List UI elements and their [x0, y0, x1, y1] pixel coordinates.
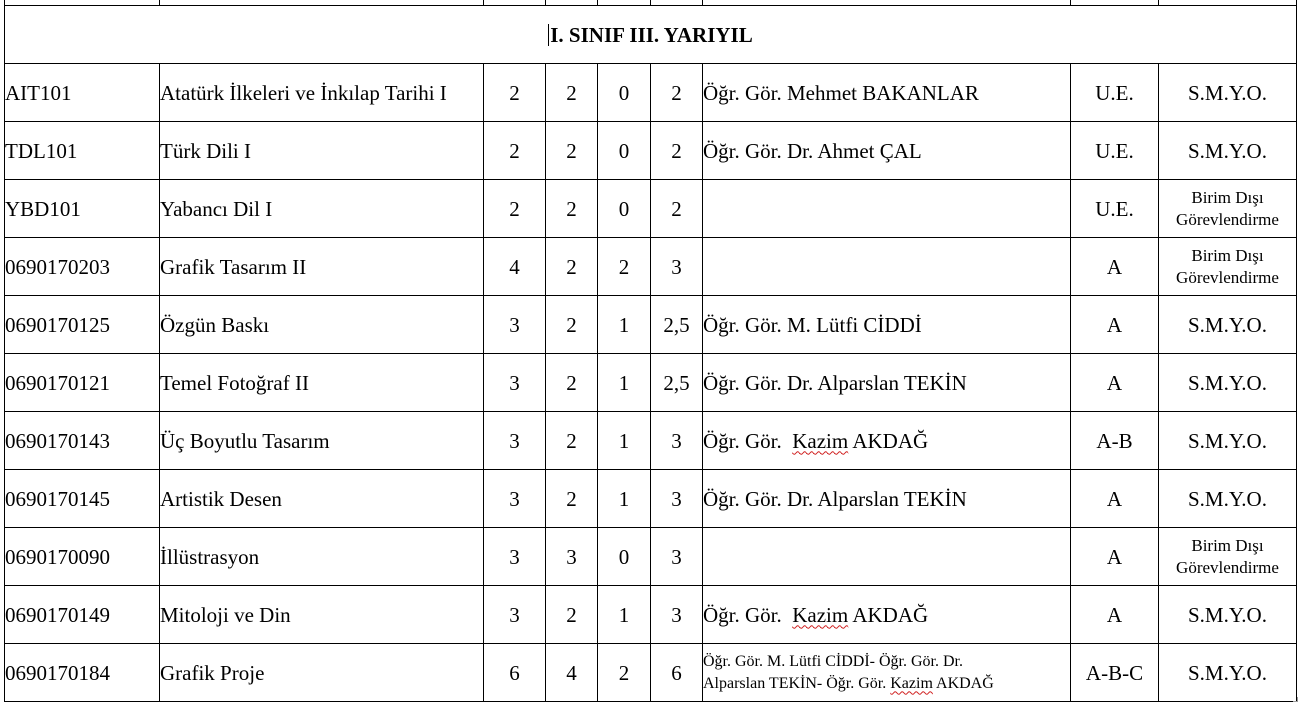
course-section[interactable]: U.E.	[1071, 122, 1159, 180]
course-name[interactable]: Üç Boyutlu Tasarım	[160, 412, 484, 470]
course-hours-2[interactable]: 3	[546, 528, 598, 586]
course-code[interactable]: 0690170090	[5, 528, 160, 586]
course-hours-2[interactable]: 2	[546, 64, 598, 122]
course-hours-4[interactable]: 3	[651, 586, 703, 644]
course-hours-1[interactable]: 4	[484, 238, 546, 296]
course-unit[interactable]	[1159, 528, 1297, 586]
course-name[interactable]: İllüstrasyon	[160, 528, 484, 586]
unit-line-2: Görevlendirme	[1176, 267, 1279, 287]
course-hours-4[interactable]: 6	[651, 644, 703, 702]
table-row	[5, 296, 1297, 354]
course-unit[interactable]: S.M.Y.O.	[1159, 354, 1297, 412]
lecturer-prefix: Öğr. Gör.	[703, 428, 793, 453]
course-code[interactable]: 0690170121	[5, 354, 160, 412]
course-name[interactable]: Mitoloji ve Din	[160, 586, 484, 644]
course-name[interactable]: Atatürk İlkeleri ve İnkılap Tarihi I	[160, 64, 484, 122]
table-row	[5, 180, 1297, 238]
course-hours-2[interactable]: 2	[546, 412, 598, 470]
course-lecturer[interactable]: Öğr. Gör. Dr. Alparslan TEKİN	[703, 354, 1071, 412]
course-hours-1[interactable]: 3	[484, 586, 546, 644]
course-code[interactable]: 0690170145	[5, 470, 160, 528]
course-hours-3[interactable]: 0	[598, 528, 651, 586]
table-row	[5, 64, 1297, 122]
course-code[interactable]: 0690170149	[5, 586, 160, 644]
course-lecturer[interactable]: Öğr. Gör. Dr. Ahmet ÇAL	[703, 122, 1071, 180]
course-hours-1[interactable]: 3	[484, 412, 546, 470]
unit-line-1: Birim Dışı	[1191, 187, 1264, 207]
course-lecturer[interactable]	[703, 586, 1071, 644]
course-schedule-table	[4, 0, 1297, 702]
course-hours-2[interactable]: 2	[546, 354, 598, 412]
course-lecturer[interactable]: Öğr. Gör. Mehmet BAKANLAR	[703, 64, 1071, 122]
course-hours-4[interactable]: 3	[651, 528, 703, 586]
course-section[interactable]: A	[1071, 238, 1159, 296]
course-hours-3[interactable]: 0	[598, 122, 651, 180]
table-row	[5, 470, 1297, 528]
course-unit[interactable]: S.M.Y.O.	[1159, 412, 1297, 470]
course-hours-3[interactable]: 1	[598, 412, 651, 470]
course-section[interactable]: A	[1071, 470, 1159, 528]
course-section[interactable]: A-B-C	[1071, 644, 1159, 702]
course-name[interactable]: Temel Fotoğraf II	[160, 354, 484, 412]
course-hours-4[interactable]: 2	[651, 180, 703, 238]
course-code[interactable]: AIT101	[5, 64, 160, 122]
course-hours-3[interactable]: 1	[598, 296, 651, 354]
course-hours-3[interactable]: 2	[598, 238, 651, 296]
course-hours-4[interactable]: 3	[651, 412, 703, 470]
lecturer-line-2-prefix: Alparslan TEKİN- Öğr. Gör.	[703, 674, 891, 692]
table-row	[5, 644, 1297, 702]
lecturer-line-1: Öğr. Gör. M. Lütfi CİDDİ- Öğr. Gör. Dr.	[703, 652, 963, 670]
lecturer-surname: AKDAĞ	[848, 602, 929, 627]
course-lecturer[interactable]	[703, 528, 1071, 586]
course-lecturer[interactable]	[703, 644, 1071, 702]
semester-title-row	[5, 6, 1297, 64]
course-unit[interactable]: S.M.Y.O.	[1159, 122, 1297, 180]
course-hours-2[interactable]: 2	[546, 296, 598, 354]
course-section[interactable]: A	[1071, 354, 1159, 412]
course-hours-3[interactable]: 1	[598, 354, 651, 412]
course-hours-2[interactable]: 2	[546, 238, 598, 296]
course-hours-3[interactable]: 1	[598, 586, 651, 644]
unit-line-2: Görevlendirme	[1176, 557, 1279, 577]
course-name[interactable]: Grafik Proje	[160, 644, 484, 702]
course-hours-1[interactable]: 6	[484, 644, 546, 702]
table-row	[5, 122, 1297, 180]
course-hours-4[interactable]: 2,5	[651, 354, 703, 412]
course-hours-1[interactable]: 3	[484, 354, 546, 412]
unit-line-1: Birim Dışı	[1191, 535, 1264, 555]
course-unit[interactable]	[1159, 238, 1297, 296]
course-hours-2[interactable]: 2	[546, 122, 598, 180]
course-hours-1[interactable]: 2	[484, 180, 546, 238]
course-hours-4[interactable]: 3	[651, 470, 703, 528]
semester-title: I. SINIF III. YARIYIL	[550, 22, 753, 47]
course-hours-2[interactable]: 2	[546, 586, 598, 644]
table-row	[5, 412, 1297, 470]
lecturer-surname: AKDAĞ	[848, 428, 929, 453]
course-hours-1[interactable]: 3	[484, 528, 546, 586]
lecturer-surname: AKDAĞ	[932, 674, 994, 692]
course-code[interactable]: 0690170125	[5, 296, 160, 354]
course-name[interactable]: Yabancı Dil I	[160, 180, 484, 238]
course-section[interactable]: A-B	[1071, 412, 1159, 470]
lecturer-given-name: Kazim	[792, 602, 849, 627]
course-hours-2[interactable]: 2	[546, 470, 598, 528]
course-code[interactable]: TDL101	[5, 122, 160, 180]
course-section[interactable]: A	[1071, 296, 1159, 354]
course-hours-3[interactable]: 2	[598, 644, 651, 702]
course-hours-1[interactable]: 2	[484, 122, 546, 180]
course-lecturer[interactable]: Öğr. Gör. M. Lütfi CİDDİ	[703, 296, 1071, 354]
course-lecturer[interactable]: Öğr. Gör. Dr. Alparslan TEKİN	[703, 470, 1071, 528]
lecturer-given-name: Kazim	[792, 428, 849, 453]
table-row	[5, 238, 1297, 296]
lecturer-given-name: Kazim	[890, 674, 933, 692]
course-name[interactable]: Türk Dili I	[160, 122, 484, 180]
course-hours-2[interactable]: 2	[546, 180, 598, 238]
course-hours-2[interactable]: 4	[546, 644, 598, 702]
course-lecturer[interactable]	[703, 180, 1071, 238]
table-row	[5, 528, 1297, 586]
course-section[interactable]: U.E.	[1071, 64, 1159, 122]
course-hours-4[interactable]: 2,5	[651, 296, 703, 354]
course-hours-3[interactable]: 0	[598, 180, 651, 238]
course-unit[interactable]: S.M.Y.O.	[1159, 296, 1297, 354]
course-hours-4[interactable]: 2	[651, 122, 703, 180]
course-unit[interactable]: S.M.Y.O.	[1159, 470, 1297, 528]
course-code[interactable]: 0690170203	[5, 238, 160, 296]
course-name[interactable]: Artistik Desen	[160, 470, 484, 528]
table-row	[5, 586, 1297, 644]
course-hours-3[interactable]: 1	[598, 470, 651, 528]
course-section[interactable]: U.E.	[1071, 180, 1159, 238]
course-hours-4[interactable]: 2	[651, 64, 703, 122]
course-section[interactable]: A	[1071, 586, 1159, 644]
semester-title-cell[interactable]	[5, 6, 1297, 64]
page-corner-mark	[1293, 697, 1298, 702]
course-unit[interactable]: S.M.Y.O.	[1159, 644, 1297, 702]
course-unit[interactable]: S.M.Y.O.	[1159, 586, 1297, 644]
course-hours-1[interactable]: 2	[484, 64, 546, 122]
course-code[interactable]: 0690170143	[5, 412, 160, 470]
course-unit[interactable]: S.M.Y.O.	[1159, 64, 1297, 122]
unit-line-1: Birim Dışı	[1191, 245, 1264, 265]
course-hours-4[interactable]: 3	[651, 238, 703, 296]
lecturer-prefix: Öğr. Gör.	[703, 602, 793, 627]
course-hours-1[interactable]: 3	[484, 296, 546, 354]
course-section[interactable]: A	[1071, 528, 1159, 586]
table-row	[5, 354, 1297, 412]
course-lecturer[interactable]	[703, 412, 1071, 470]
course-name[interactable]: Özgün Baskı	[160, 296, 484, 354]
unit-line-2: Görevlendirme	[1176, 209, 1279, 229]
course-code[interactable]: YBD101	[5, 180, 160, 238]
course-hours-1[interactable]: 3	[484, 470, 546, 528]
course-code[interactable]: 0690170184	[5, 644, 160, 702]
course-hours-3[interactable]: 0	[598, 64, 651, 122]
course-lecturer[interactable]	[703, 238, 1071, 296]
course-unit[interactable]	[1159, 180, 1297, 238]
course-name[interactable]: Grafik Tasarım II	[160, 238, 484, 296]
